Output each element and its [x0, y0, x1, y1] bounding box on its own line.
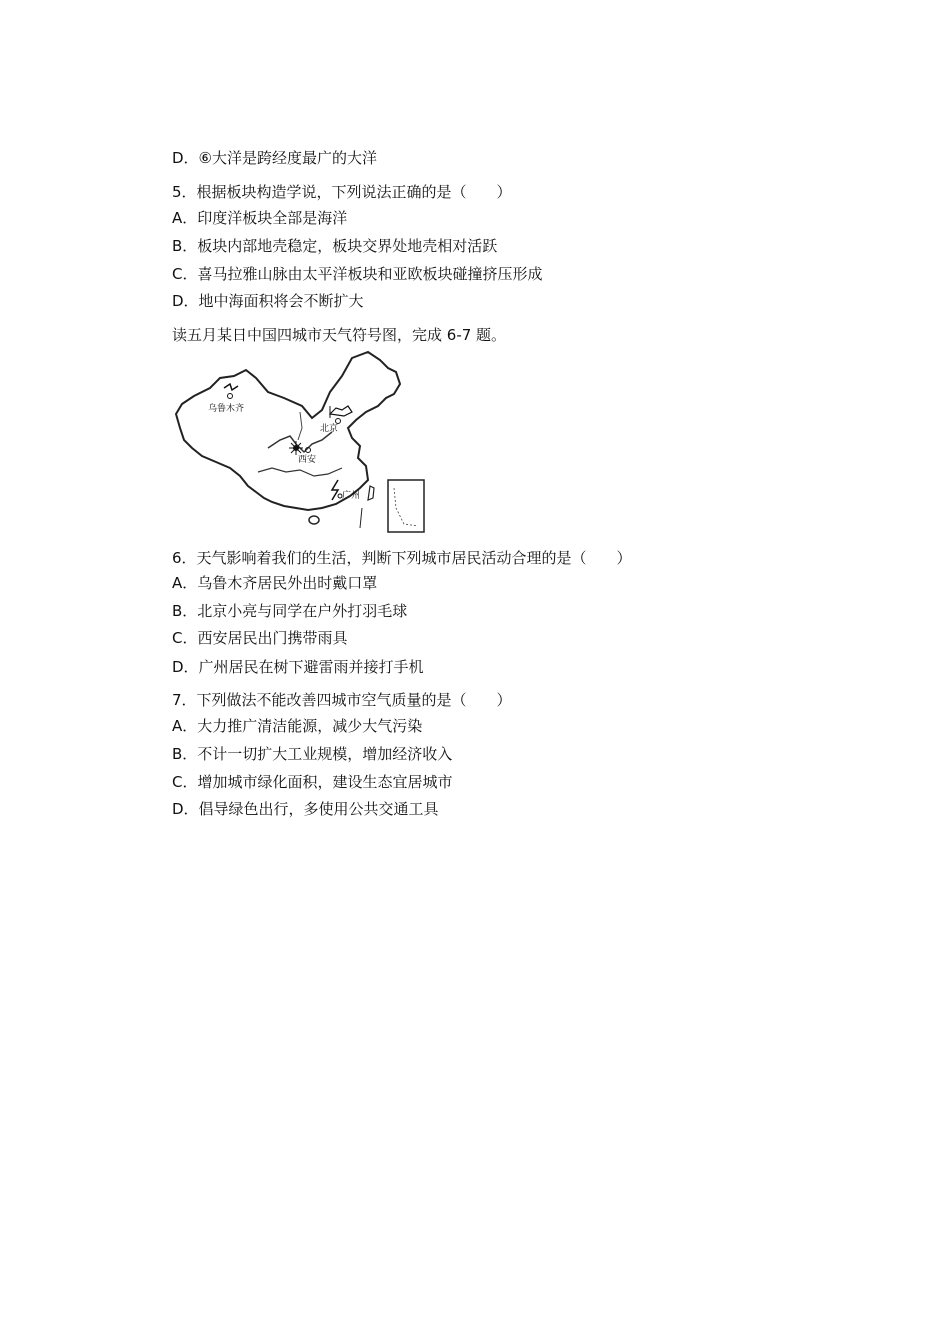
q6-option-b: B．北京小亮与同学在户外打羽毛球: [172, 602, 408, 620]
q4-option-d: D．⑥大洋是跨经度最广的大洋: [172, 149, 377, 167]
thunderstorm-icon: [332, 480, 338, 500]
windy-cloud-icon: [330, 406, 352, 416]
q6-option-c: C．西安居民出门携带雨具: [172, 629, 348, 647]
q6-stem: 6．天气影响着我们的生活，判断下列城市居民活动合理的是（ ）: [172, 549, 632, 567]
city-label-guangzhou: 广州: [342, 491, 361, 501]
urumqi-dot: [228, 394, 233, 399]
q7-option-b: B．不计一切扩大工业规模，增加经济收入: [172, 745, 453, 763]
intro-q6-7: 读五月某日中国四城市天气符号图，完成 6-7 题。: [172, 326, 507, 344]
inset-border: [394, 488, 418, 526]
taiwan-island: [368, 486, 374, 500]
q5-option-b: B．板块内部地壳稳定，板块交界处地壳相对活跃: [172, 237, 498, 255]
q7-option-c: C．增加城市绿化面积，建设生态宜居城市: [172, 773, 453, 791]
q5-option-c: C．喜马拉雅山脉由太平洋板块和亚欧板块碰撞挤压形成: [172, 265, 543, 283]
china-map-figure: [172, 348, 434, 536]
urumqi-marker: [208, 384, 244, 414]
border-line: [298, 412, 302, 440]
q6-option-a: A．乌鲁木齐居民外出时戴口罩: [172, 574, 378, 592]
yangtze-river-line: [258, 468, 342, 476]
sunny-icon: [289, 441, 303, 455]
q5-stem: 5．根据板块构造学说，下列说法正确的是（ ）: [172, 183, 512, 201]
hainan-island: [309, 516, 319, 524]
q7-option-a: A．大力推广清洁能源，减少大气污染: [172, 717, 423, 735]
city-label-xian: 西安: [298, 455, 317, 465]
city-label-beijing: 北京: [320, 424, 339, 434]
q7-option-d: D．倡导绿色出行，多使用公共交通工具: [172, 800, 439, 818]
guangzhou-marker: [332, 480, 360, 501]
china-weather-map: [172, 348, 434, 536]
q6-option-d: D．广州居民在树下避雷雨并接打手机: [172, 658, 424, 676]
q5-option-a: A．印度洋板块全部是海洋: [172, 209, 348, 227]
beijing-marker: [320, 406, 352, 434]
beijing-dot: [336, 419, 341, 424]
q7-stem: 7．下列做法不能改善四城市空气质量的是（ ）: [172, 691, 512, 709]
sandstorm-icon: [224, 384, 238, 390]
inset-stroke: [360, 508, 362, 528]
china-outline: [176, 352, 400, 510]
q5-option-d: D．地中海面积将会不断扩大: [172, 292, 364, 310]
south-china-sea-inset: [388, 480, 424, 532]
city-label-urumqi: 乌鲁木齐: [208, 404, 245, 414]
